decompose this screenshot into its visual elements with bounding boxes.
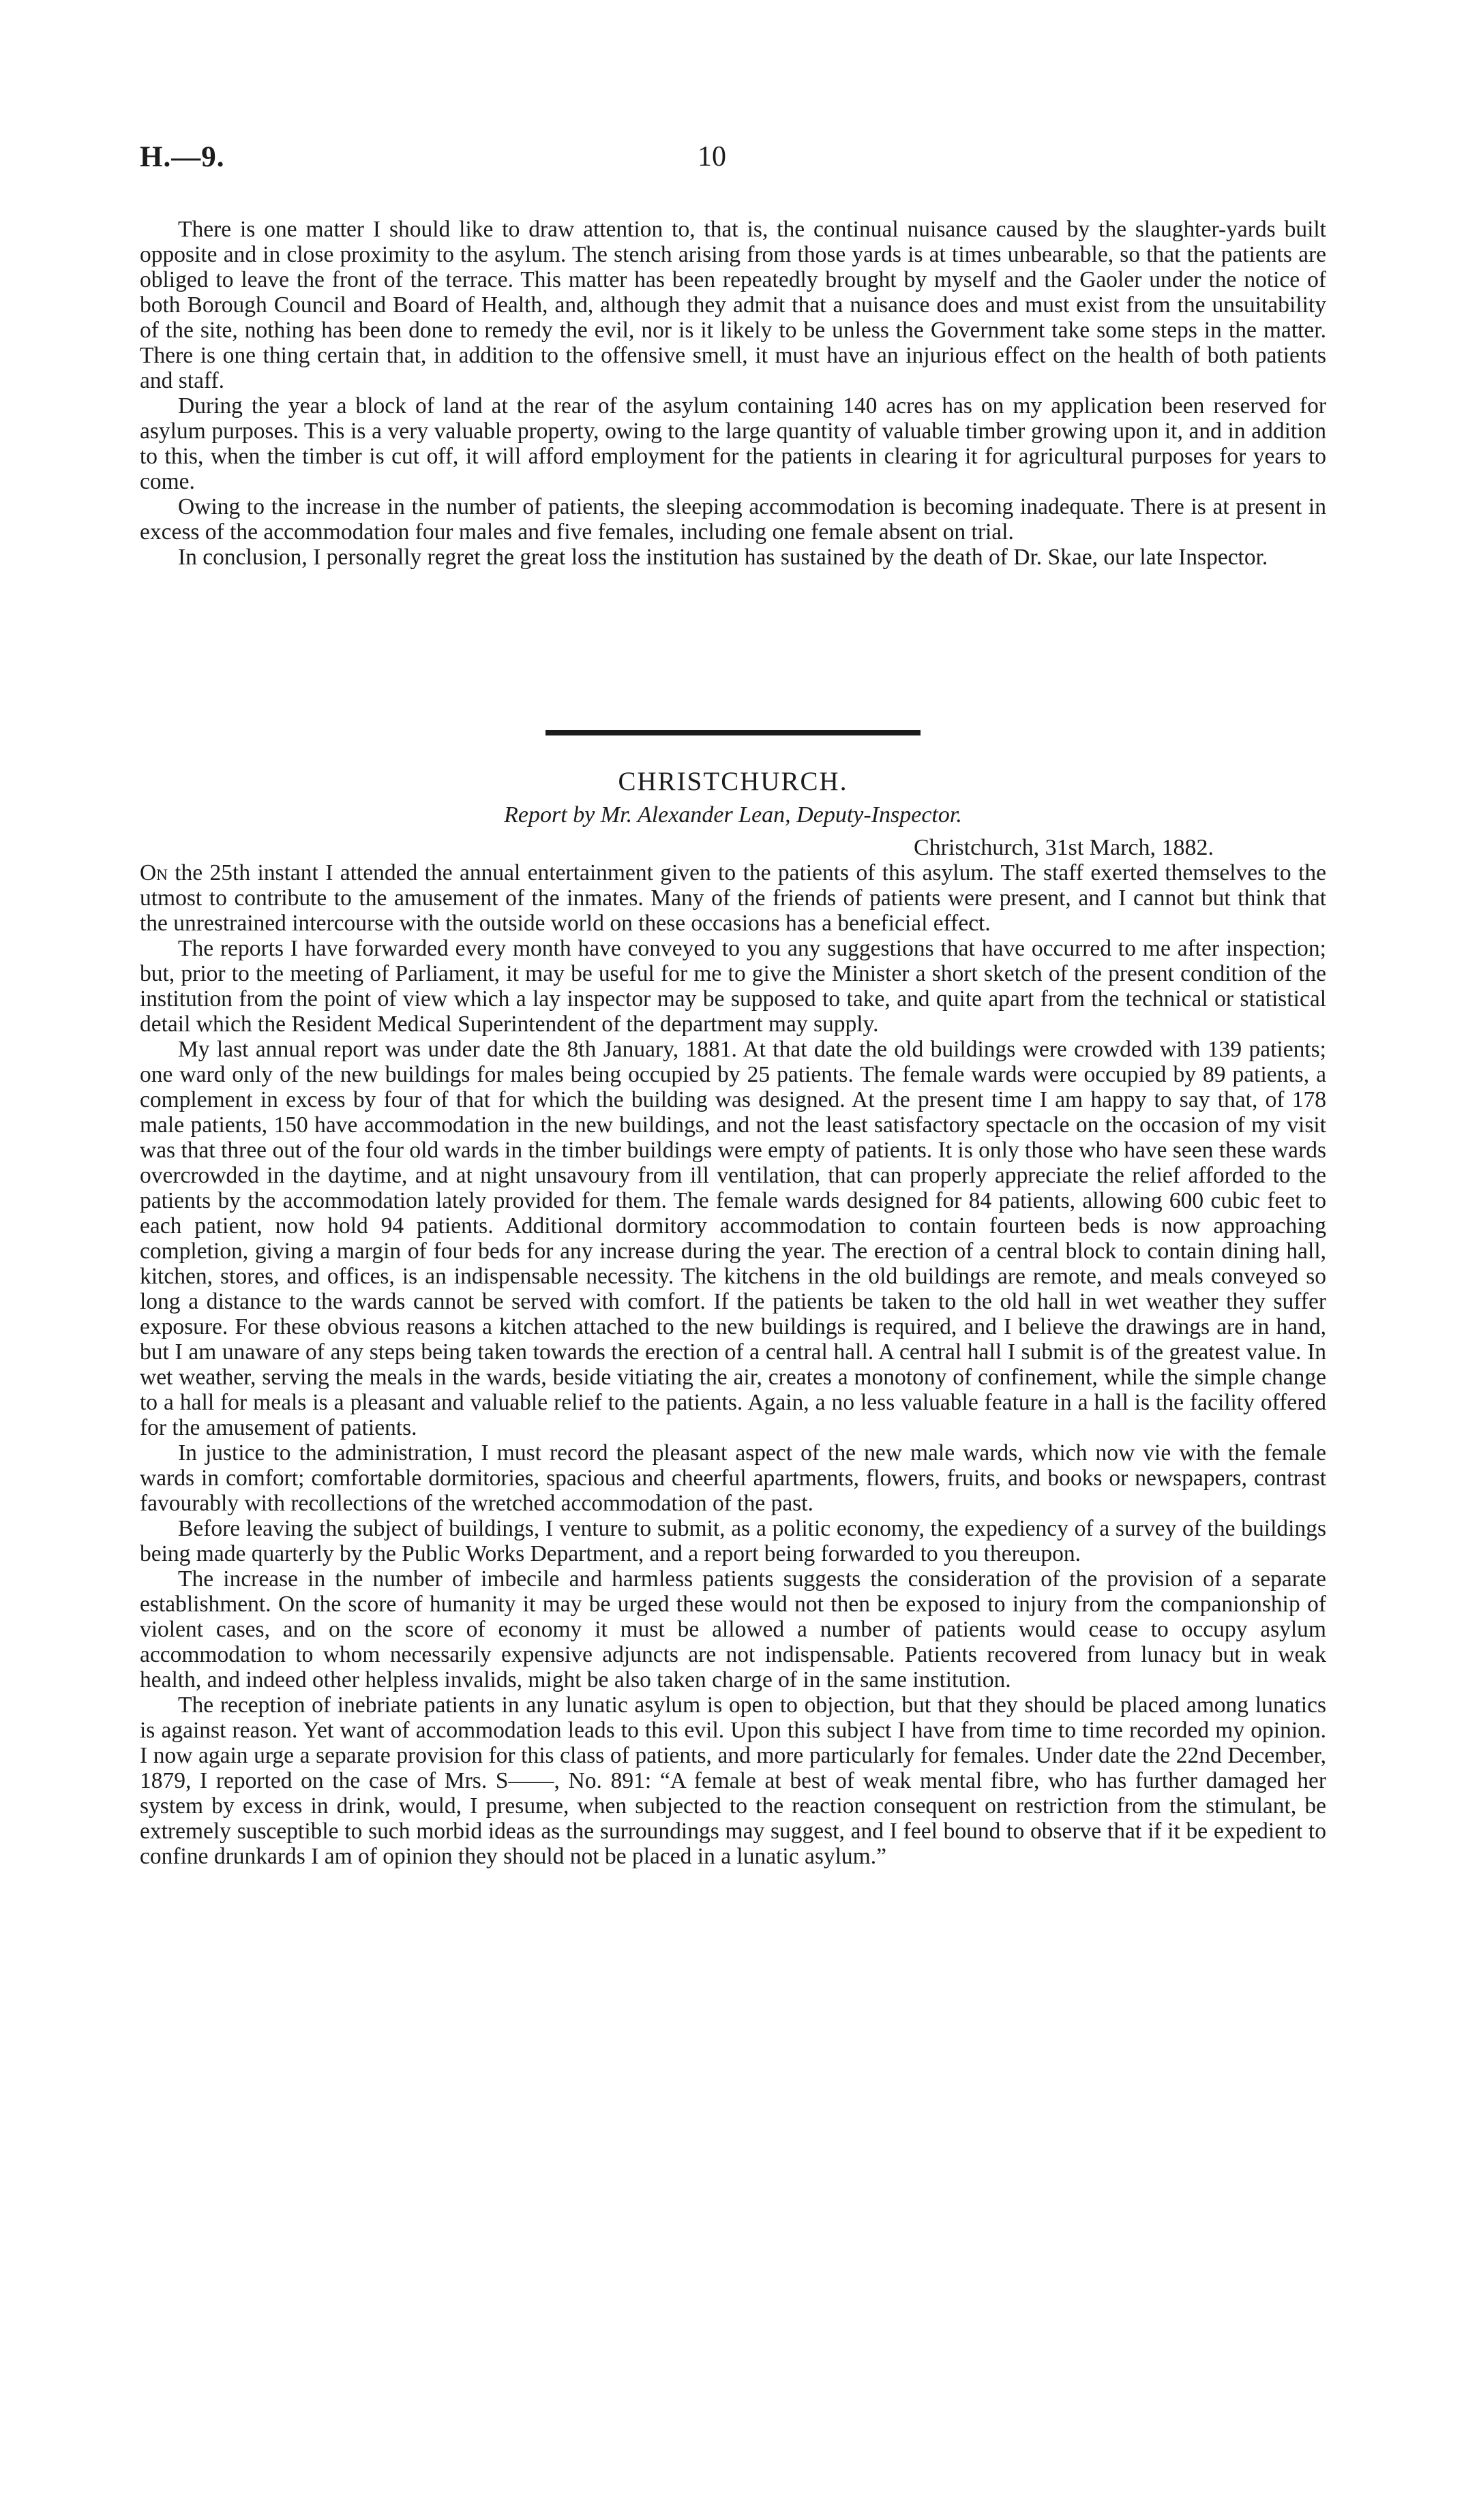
document-reference: H.—9. (140, 141, 225, 173)
paragraph-survey: Before leaving the subject of buildings, I venture to submit, as a politic economy, the expediency of a survey of the buildings being made quarterly by the Public Works Department, and a report being forwarded to you thereupon. (140, 1516, 1326, 1566)
paragraph-buildings: My last annual report was under date the 8th January, 1881. At that date the old buildings were crowded with 139 patients; one ward only of the new buildings for males being occupied by 25 patients. The female wards were occupied by 89 patients, a complement in excess by four of that for which the building was designed. At the present time I am happy to say that, of 178 male patients, 150 have accommodation in the new buildings, and not the least satisfactory spectacle on the occasion of my visit was that three out of the four old wards in the timber buildings were empty of patients. It is only those who have seen these wards overcrowded in the daytime, and at night unsavoury from ill ventilation, that can properly appreciate the relief afforded to the patients by the accommodation lately provided for them. The female wards designed for 84 patients, allowing 600 cubic feet to each patient, now hold 94 patients. Additional dormitory accommodation to contain fourteen beds is now approaching completion, giving a margin of four beds for any increase during the year. The erection of a central block to contain dining hall, kitchen, stores, and offices, is an indispensable necessity. The kitchens in the old buildings are remote, and meals conveyed so long a distance to the wards cannot be served with comfort. If the patients be taken to the old hall in wet weather they suffer exposure. For these obvious reasons a kitchen attached to the new buildings is required, and I believe the drawings are in hand, but I am unaware of any steps being taken towards the erection of a central hall. A central hall I submit is of the greatest value. In wet weather, serving the meals in the wards, beside vitiating the air, creates a monotony of confinement, while the simple change to a hall for meals is a pleasant and valuable relief to the patients. Again, a no less valuable feature in a hall is the facility offered for the amusement of patients. (140, 1037, 1326, 1440)
section-divider (545, 730, 921, 735)
section-title: CHRISTCHURCH. (618, 767, 848, 796)
section-christchurch-report (140, 860, 1326, 1869)
paragraph-land-block: During the year a block of land at the rear of the asylum containing 140 acres has on my application been reserved for asylum purposes. This is a very valuable property, owing to the large quantity of valuable timber growing upon it, and in addition to this, when the timber is cut off, it will afford employment for the patients in clearing it for agricultural purposes for years to come. (140, 393, 1326, 494)
paragraph-entertainment-text: the 25th instant I attended the annual entertainment given to the patients of this asylum. The staff exerted themselves to the utmost to contribute to the amusement of the inmates. Many of the friends of patients were present, and I cannot but think that the unrestrained intercourse with the outside world on these occasions has a beneficial effect. (140, 860, 1326, 936)
report-dateline: Christchurch, 31st March, 1882. (914, 835, 1214, 860)
paragraph-slaughter-yards: There is one matter I should like to draw attention to, that is, the continual nuisance caused by the slaughter-yards built opposite and in close proximity to the asylum. The stench arising from those yards is at times unbearable, so that the patients are obliged to leave the front of the terrace. This matter has been repeatedly brought by myself and the Gaoler under the notice of both Borough Council and Board of Health, and, although they admit that a nuisance does and must exist from the unsuitability of the site, nothing has been done to remedy the evil, nor is it likely to be unless the Government take some steps in the matter. There is one thing certain that, in addition to the offensive smell, it must have an injurious effect on the health of both patients and staff. (140, 217, 1326, 393)
page-number: 10 (698, 141, 726, 172)
opening-word: On (140, 860, 168, 885)
paragraph-entertainment (140, 860, 1326, 936)
paragraph-male-wards: In justice to the administration, I must record the pleasant aspect of the new male wards, which now vie with the female wards in comfort; comfortable dormitories, spacious and cheerful apartments, flowers, fruits, and books or newspapers, contrast favourably with recollections of the wretched accommodation of the past. (140, 1440, 1326, 1516)
report-byline: Report by Mr. Alexander Lean, Deputy-Inspector. (504, 802, 962, 828)
paragraph-reports: The reports I have forwarded every month have conveyed to you any suggestions that have occurred to me after inspection; but, prior to the meeting of Parliament, it may be useful for me to give the Minister a short sketch of the present condition of the institution from the point of view which a lay inspector may be supposed to take, and quite apart from the technical or statistical detail which the Resident Medical Superintendent of the department may supply. (140, 936, 1326, 1037)
paragraph-conclusion: In conclusion, I personally regret the great loss the institution has sustained by the death of Dr. Skae, our late Inspector. (178, 545, 1268, 570)
paragraph-accommodation: Owing to the increase in the number of patients, the sleeping accommodation is becoming inadequate. There is at present in excess of the accommodation four males and five females, including one female absent on trial. (140, 494, 1326, 545)
section-previous-report (140, 217, 1326, 570)
paragraph-inebriate-patients: The reception of inebriate patients in any lunatic asylum is open to objection, but that they should be placed among lunatics is against reason. Yet want of accommodation leads to this evil. Upon this subject I have from time to time recorded my opinion. I now again urge a separate provision for this class of patients, and more particularly for females. Under date the 22nd December, 1879, I reported on the case of Mrs. S——, No. 891: “A female at best of weak mental fibre, who has further damaged her system by excess in drink, would, I presume, when subjected to the reaction consequent on restriction from the stimulant, be extremely susceptible to such morbid ideas as the surroundings may suggest, and I feel bound to observe that if it be expedient to confine drunkards I am of opinion they should not be placed in a lunatic asylum.” (140, 1692, 1326, 1869)
page-header (140, 140, 1326, 181)
paragraph-imbecile-patients: The increase in the number of imbecile and harmless patients suggests the consideration of the provision of a separate establishment. On the score of humanity it may be urged these would not then be exposed to injury from the companionship of violent cases, and on the score of economy it must be allowed a number of patients would cease to occupy asylum accommodation to whom necessarily expensive adjuncts are not indispensable. Patients recovered from lunacy but in weak health, and indeed other helpless invalids, might be also taken charge of in the same institution. (140, 1566, 1326, 1692)
